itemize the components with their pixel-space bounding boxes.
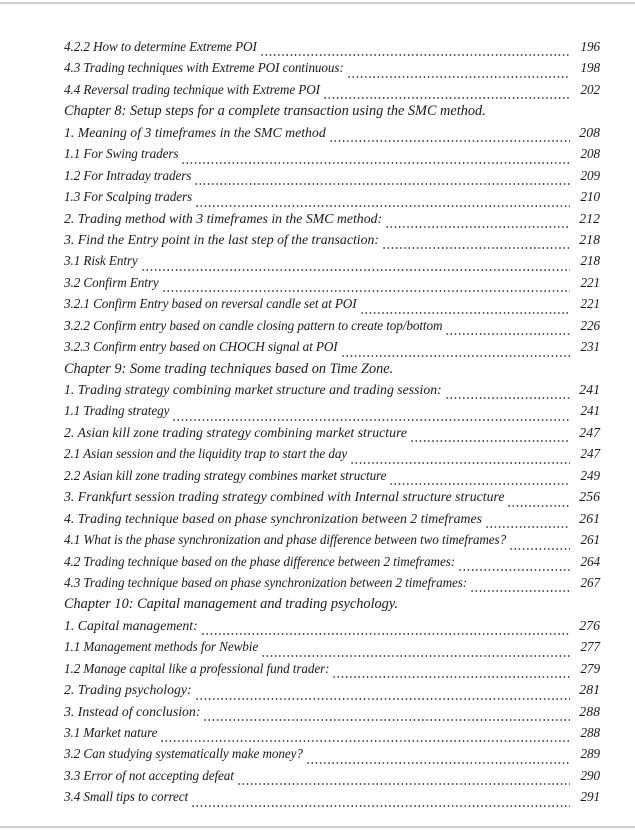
dot-leader xyxy=(202,633,570,635)
dot-leader xyxy=(161,740,570,742)
toc-page-number: 288 xyxy=(579,703,600,719)
toc-entry-label: 4.3 Trading techniques with Extreme POI continuous: xyxy=(64,60,344,76)
dot-leader xyxy=(446,333,570,335)
dot-leader xyxy=(383,247,570,249)
toc-entry[interactable] xyxy=(64,575,600,596)
toc-entry-label: 3.2.3 Confirm entry based on CHOCH signal at POI xyxy=(64,339,338,355)
toc-entry[interactable] xyxy=(64,532,600,553)
toc-entry[interactable] xyxy=(64,125,600,146)
toc-entry-label: 2.1 Asian session and the liquidity trap to start the day xyxy=(64,446,348,462)
dot-leader xyxy=(411,440,570,442)
toc-page-number: 249 xyxy=(580,467,600,483)
toc-entry-label: Chapter 9: Some trading techniques based on Time Zone. xyxy=(64,360,394,377)
dot-leader xyxy=(182,162,570,164)
toc-entry-label: 3.2 Can studying systematically make money? xyxy=(64,746,303,762)
dot-leader xyxy=(196,205,570,207)
toc-entry-label: 3.3 Error of not accepting defeat xyxy=(64,767,234,783)
toc-entry-label: 3.1 Risk Entry xyxy=(64,253,138,269)
toc-entry[interactable] xyxy=(64,146,600,167)
toc-entry-label: 1.1 For Swing traders xyxy=(64,146,179,162)
dot-leader xyxy=(192,805,570,807)
toc-entry-label: 4. Trading technique based on phase synchronization between 2 timeframes xyxy=(64,510,482,526)
toc-page-number: 218 xyxy=(579,231,600,247)
toc-entry[interactable] xyxy=(64,511,600,532)
dot-leader xyxy=(163,290,570,292)
toc-chapter-heading[interactable] xyxy=(64,103,600,124)
toc-entry[interactable] xyxy=(64,489,600,510)
dot-leader xyxy=(361,312,570,314)
dot-leader xyxy=(324,97,570,99)
toc-entry[interactable] xyxy=(64,382,600,403)
toc-page-number: 261 xyxy=(579,510,600,526)
toc-entry[interactable] xyxy=(64,725,600,746)
toc-page-number: 247 xyxy=(580,446,600,462)
dot-leader xyxy=(142,269,570,271)
toc-entry[interactable] xyxy=(64,468,600,489)
toc-entry-label: 1.1 Trading strategy xyxy=(64,403,170,419)
toc-page-number: 264 xyxy=(580,553,600,569)
dot-leader xyxy=(204,719,570,721)
dot-leader xyxy=(351,462,570,464)
toc-page-number: 198 xyxy=(580,60,600,76)
toc-entry[interactable] xyxy=(64,704,600,725)
toc-entry[interactable] xyxy=(64,318,600,339)
page-bottom-edge-line xyxy=(0,826,635,828)
toc-entry-label: 1. Meaning of 3 timeframes in the SMC method xyxy=(64,124,326,140)
toc-entry[interactable] xyxy=(64,768,600,789)
toc-entry[interactable] xyxy=(64,189,600,210)
toc-chapter-heading[interactable] xyxy=(64,596,600,617)
dot-leader xyxy=(471,590,570,592)
toc-entry-label: 3.2.2 Confirm entry based on candle closing pattern to create top/bottom xyxy=(64,317,443,333)
toc-page-number: 231 xyxy=(580,339,600,355)
toc-entry[interactable] xyxy=(64,403,600,424)
toc-entry-label: 3. Instead of conclusion: xyxy=(64,703,201,719)
toc-page-number: 267 xyxy=(580,574,600,590)
toc-page-number: 276 xyxy=(579,617,600,633)
toc-page-number: 247 xyxy=(579,424,600,440)
dot-leader xyxy=(330,140,570,142)
toc-page-number: 226 xyxy=(580,317,600,333)
toc-entry-label: 1. Capital management: xyxy=(64,617,198,633)
toc-page-number: 291 xyxy=(580,789,600,805)
toc-entry-label: 1.3 For Scalping traders xyxy=(64,189,193,205)
toc-entry-label: 3.4 Small tips to correct xyxy=(64,789,189,805)
toc-page-number: 210 xyxy=(580,189,600,205)
toc-page-number: 241 xyxy=(579,382,600,397)
toc-page-number: 196 xyxy=(580,39,600,54)
toc-page-number: 221 xyxy=(580,274,600,290)
toc-entry[interactable] xyxy=(64,618,600,639)
toc-entry-label: 3.2.1 Confirm Entry based on reversal candle set at POI xyxy=(64,296,357,312)
toc-page-number: 212 xyxy=(579,210,600,226)
dot-leader xyxy=(390,483,570,485)
toc-page-number: 281 xyxy=(579,682,600,698)
toc-entry-label: 4.3 Trading technique based on phase synchronization between 2 timeframes: xyxy=(64,574,468,590)
page-top-edge-line xyxy=(0,2,635,4)
toc-entry[interactable] xyxy=(64,275,600,296)
toc-entry-label: 1.2 For Intraday traders xyxy=(64,167,192,183)
dot-leader xyxy=(510,548,570,550)
dot-leader xyxy=(508,505,570,507)
toc-entry-label: 1.2 Manage capital like a professional fund trader: xyxy=(64,660,330,676)
toc-entry[interactable] xyxy=(64,339,600,360)
toc-entry-label: 2.2 Asian kill zone trading strategy combines market structure xyxy=(64,467,387,483)
toc-page-number: 208 xyxy=(579,124,600,140)
dot-leader xyxy=(307,762,570,764)
toc-page-number: 279 xyxy=(580,660,600,676)
toc-entry[interactable] xyxy=(64,639,600,660)
dot-leader xyxy=(342,355,570,357)
toc-chapter-heading[interactable] xyxy=(64,361,600,382)
toc-entry-label: 4.2 Trading technique based on the phase difference between 2 timeframes: xyxy=(64,553,456,569)
toc-entry[interactable] xyxy=(64,554,600,575)
toc-page-number: 289 xyxy=(580,746,600,762)
dot-leader xyxy=(446,397,570,399)
toc-entry-label: 2. Trading method with 3 timeframes in the SMC method: xyxy=(64,210,383,226)
toc-page-number: 261 xyxy=(580,532,600,548)
toc-page-number: 290 xyxy=(580,767,600,783)
dot-leader xyxy=(486,526,570,528)
toc-page-number: 209 xyxy=(580,167,600,183)
dot-leader xyxy=(459,569,570,571)
dot-leader xyxy=(173,419,570,421)
dot-leader xyxy=(348,76,570,78)
dot-leader xyxy=(196,698,570,700)
toc-page-number: 241 xyxy=(580,403,600,419)
toc-entry[interactable] xyxy=(64,296,600,317)
toc-entry[interactable] xyxy=(64,789,600,810)
toc-page-number: 202 xyxy=(580,81,600,97)
toc-page-number: 221 xyxy=(580,296,600,312)
toc-entry[interactable] xyxy=(64,232,600,253)
dot-leader xyxy=(333,676,570,678)
toc-entry[interactable] xyxy=(64,682,600,703)
toc-entry-label: 3.1 Market nature xyxy=(64,725,158,740)
toc-entry-label: Chapter 8: Setup steps for a complete transaction using the SMC method. xyxy=(64,103,486,120)
toc-page-number: 277 xyxy=(580,639,600,655)
dot-leader xyxy=(386,226,570,228)
toc-entry-label: 4.2.2 How to determine Extreme POI xyxy=(64,39,257,54)
toc-entry[interactable] xyxy=(64,82,600,103)
toc-entry[interactable] xyxy=(64,39,600,60)
toc-entry-label: 2. Trading psychology: xyxy=(64,682,192,698)
toc-entry-label: 3. Frankfurt session trading strategy combined with Internal structure structure xyxy=(64,489,505,505)
dot-leader xyxy=(261,54,570,56)
toc-entry-label: 4.1 What is the phase synchronization and phase difference between two timeframes? xyxy=(64,532,507,548)
toc-entry[interactable] xyxy=(64,253,600,274)
dot-leader xyxy=(195,183,570,185)
toc-entry-label: 4.4 Reversal trading technique with Extreme POI xyxy=(64,81,320,97)
toc-entry-label: 3. Find the Entry point in the last step of the transaction: xyxy=(64,231,379,247)
table-of-contents xyxy=(64,39,600,811)
toc-entry-label: 2. Asian kill zone trading strategy combining market structure xyxy=(64,424,407,440)
toc-entry[interactable] xyxy=(64,60,600,81)
toc-entry[interactable] xyxy=(64,211,600,232)
toc-entry[interactable] xyxy=(64,446,600,467)
dot-leader xyxy=(262,655,570,657)
toc-entry-label: Chapter 10: Capital management and trading psychology. xyxy=(64,596,398,613)
toc-entry[interactable] xyxy=(64,425,600,446)
toc-entry[interactable] xyxy=(64,661,600,682)
toc-page-number: 218 xyxy=(580,253,600,269)
dot-leader xyxy=(238,783,570,785)
toc-entry-label: 3.2 Confirm Entry xyxy=(64,274,159,290)
toc-page-number: 208 xyxy=(580,146,600,162)
toc-entry-label: 1. Trading strategy combining market structure and trading session: xyxy=(64,382,442,397)
toc-entry[interactable] xyxy=(64,746,600,767)
toc-page-number: 288 xyxy=(580,725,600,740)
toc-page-number: 256 xyxy=(579,489,600,505)
toc-entry-label: 1.1 Management methods for Newbie xyxy=(64,639,259,655)
toc-entry[interactable] xyxy=(64,168,600,189)
